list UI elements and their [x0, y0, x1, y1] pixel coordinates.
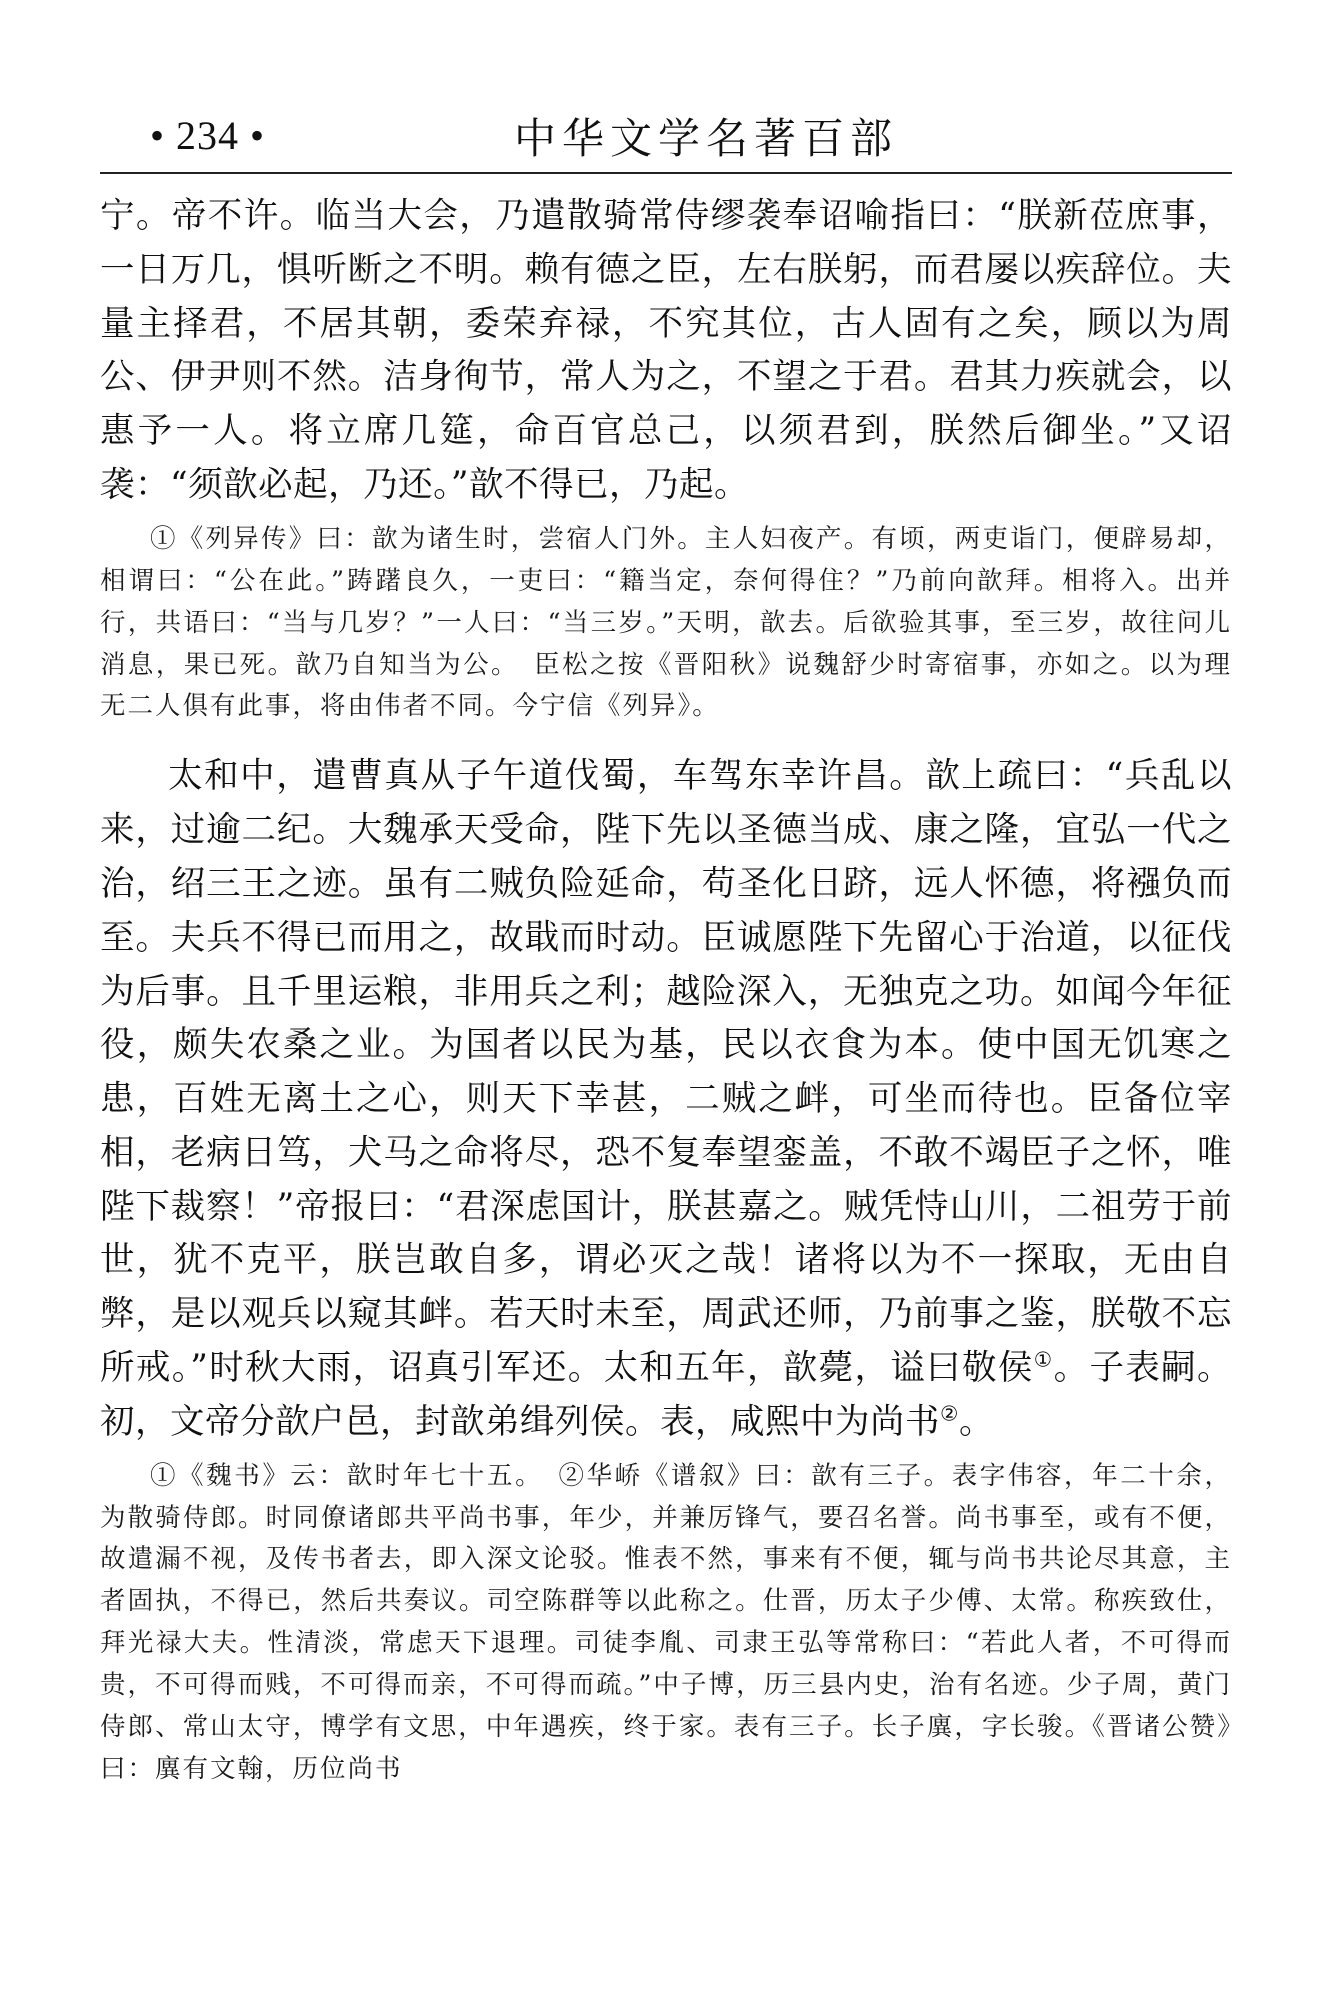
annotation-note: ①《列异传》曰：歆为诸生时，尝宿人门外。主人妇夜产。有顷，两吏诣门，便辟易却，相谓曰：“公在此。”踌躇良久，一吏曰：“籍当定，奈何得住？”乃前向歆拜。相将入。出并行，共语曰：“当与几岁？”一人曰：“当三岁。”天明，歆去。后欲验其事，至三岁，故往问儿消息，果已死。歆乃自知当为公。 臣松之按《晋阳秋》说魏舒少时寄宿事，亦如之。以为理无二人俱有此事，将由伟者不同。今宁信《列异》。	[100, 523, 1232, 722]
paragraph-text: 。子表嗣。初，文帝分歆户邑，封歆弟缉列侯。表，咸熙中为尚书	[100, 1348, 1233, 1442]
paragraph-text: 。	[959, 1401, 995, 1442]
annotation-note: ①《魏书》云：歆时年七十五。 ②华峤《谱叙》曰：歆有三子。表字伟容，年二十余，为散骑侍郎。时同僚诸郎共平尚书事，年少，并兼厉锋气，要召名誉。尚书事至，或有不便，故遣漏不视，及传书者去，即入深文论驳。惟表不然，事来有不便，辄与尚书共论尽其意，主者固执，不得已，然后共奏议。司空陈群等以此称之。仕晋，历太子少傅、太常。称疾致仕，拜光禄大夫。性清淡，常虑天下退理。司徒李胤、司隶王弘等常称曰：“若此人者，不可得而贵，不可得而贱，不可得而亲，不可得而疏。”中子博，历三县内史，治有名迹。少子周，黄门侍郎、常山太守，博学有文思，中年遇疾，终于家。表有三子。长子廙，字长骏。《晋诸公赞》曰：廙有文翰，历位尚书	[100, 1460, 1232, 1785]
footnote-marker: ①	[1033, 1347, 1054, 1372]
page-number: • 234 •	[150, 113, 266, 158]
page-body	[100, 190, 1232, 1791]
header-divider	[100, 172, 1232, 174]
paragraph-gap	[100, 728, 1232, 750]
page-header	[100, 102, 1232, 174]
body-paragraph	[100, 750, 1232, 1449]
book-title: 中华文学名著百部	[514, 114, 899, 163]
paragraph-text: 太和中，遣曹真从子午道伐蜀，车驾东幸许昌。歆上疏曰：“兵乱以来，过逾二纪。大魏承天受命，陛下先以圣德当成、康之隆，宜弘一代之治，绍三王之迹。虽有二贼负险延命，苟圣化日跻，远人怀德，将襁负而至。夫兵不得已而用之，故戢而时动。臣诚愿陛下先留心于治道，以征伐为后事。且千里运粮，非用兵之利；越险深入，无独克之功。如闻今年征役，颇失农桑之业。为国者以民为基，民以衣食为本。使中国无饥寒之患，百姓无离土之心，则天下幸甚，二贼之衅，可坐而待也。臣备位宰相，老病日笃，犬马之命将尽，恐不复奉望銮盖，不敢不竭臣子之怀，唯陛下裁察！”帝报曰：“君深虑国计，朕甚嘉之。贼凭恃山川，二祖劳于前世，犹不克平，朕岂敢自多，谓必灭之哉！诸将以为不一探取，无由自弊，是以观兵以窥其衅。若天时未至，周武还师，乃前事之鉴，朕敬不忘所戒。”时秋大雨，诏真引军还。太和五年，歆薨，谥曰敬侯	[100, 756, 1232, 1389]
body-paragraph: 宁。帝不许。临当大会，乃遣散骑常侍缪袭奉诏喻指曰：“朕新莅庶事，一日万几，惧听断之不明。赖有德之臣，左右朕躬，而君屡以疾辞位。夫量主择君，不居其朝，委荣弃禄，不究其位，古人固有之矣，顾以为周公、伊尹则不然。洁身徇节，常人为之，不望之于君。君其力疾就会，以惠予一人。将立席几筵，命百官总己，以须君到，朕然后御坐。”又诏袭：“须歆必起，乃还。”歆不得已，乃起。	[100, 196, 1232, 505]
footnote-marker: ②	[940, 1401, 960, 1426]
